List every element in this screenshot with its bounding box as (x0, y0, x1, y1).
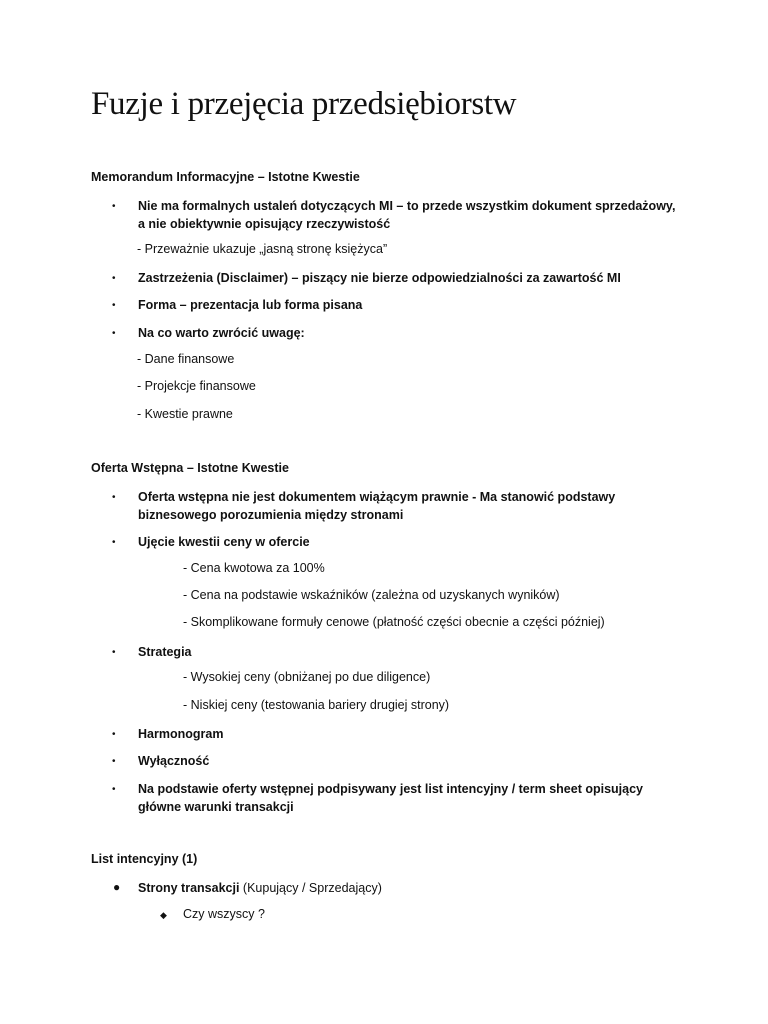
list-item (138, 197, 675, 233)
sub-item: - Skomplikowane formuły cenowe (płatność części obecnie a części później) (183, 615, 605, 629)
bullet-icon: • (112, 201, 116, 212)
list-item: Wyłączność (138, 754, 210, 768)
list-item: Forma – prezentacja lub forma pisana (138, 298, 363, 312)
sub-item: - Cena na podstawie wskaźników (zależna od uzyskanych wyników) (183, 588, 560, 602)
list-item-line: Nie ma formalnych ustaleń dotyczących MI – to przede wszystkim dokument sprzedażowy, (138, 199, 676, 213)
list-item-line: Na podstawie oferty wstępnej podpisywany jest list intencyjny / term sheet opisujący (138, 782, 643, 796)
diamond-bullet-icon: ◆ (160, 910, 167, 920)
sub-item: Czy wszyscy ? (183, 907, 265, 921)
bullet-icon: • (112, 328, 116, 339)
sub-item: - Przeważnie ukazuje „jasną stronę księżyca” (137, 242, 388, 256)
list-item: Zastrzeżenia (Disclaimer) – piszący nie bierze odpowiedzialności za zawartość MI (138, 271, 621, 285)
list-item (138, 488, 615, 524)
sub-item: - Dane finansowe (137, 352, 235, 366)
sub-item: - Niskiej ceny (testowania bariery drugiej strony) (183, 698, 450, 712)
list-item (138, 780, 643, 816)
list-item (138, 879, 382, 897)
bullet-icon: • (112, 273, 116, 284)
list-item: Na co warto zwrócić uwagę: (138, 326, 305, 340)
list-item-line: Oferta wstępna nie jest dokumentem wiążącym prawnie - Ma stanowić podstawy (138, 490, 616, 504)
list-item: Ujęcie kwestii ceny w ofercie (138, 535, 310, 549)
sub-item: - Projekcje finansowe (137, 379, 256, 393)
list-item-rest: (Kupujący / Sprzedający) (239, 881, 382, 895)
section-heading-oferta: Oferta Wstępna – Istotne Kwestie (91, 461, 289, 475)
list-item: Strategia (138, 645, 192, 659)
list-item-bold: Strony transakcji (138, 881, 240, 895)
section-heading-list-intencyjny: List intencyjny (1) (91, 852, 198, 866)
bullet-icon: • (112, 300, 116, 311)
bullet-icon: • (112, 756, 116, 767)
bullet-icon: • (112, 729, 116, 740)
bullet-icon: • (112, 784, 116, 795)
list-item-line: a nie obiektywnie opisujący rzeczywistość (138, 217, 391, 231)
list-item-line: główne warunki transakcji (138, 800, 294, 814)
bullet-icon: • (112, 537, 116, 548)
section-heading-memorandum: Memorandum Informacyjne – Istotne Kwestie (91, 170, 360, 184)
list-item-line: biznesowego porozumienia między stronami (138, 508, 404, 522)
page-title: Fuzje i przejęcia przedsiębiorstw (91, 86, 517, 122)
sub-item: - Wysokiej ceny (obniżanej po due diligence) (183, 670, 431, 684)
sub-item: - Cena kwotowa za 100% (183, 561, 325, 575)
sub-item: - Kwestie prawne (137, 407, 233, 421)
bullet-icon: ● (113, 880, 121, 894)
bullet-icon: • (112, 492, 116, 503)
bullet-icon: • (112, 647, 116, 658)
list-item: Harmonogram (138, 727, 224, 741)
